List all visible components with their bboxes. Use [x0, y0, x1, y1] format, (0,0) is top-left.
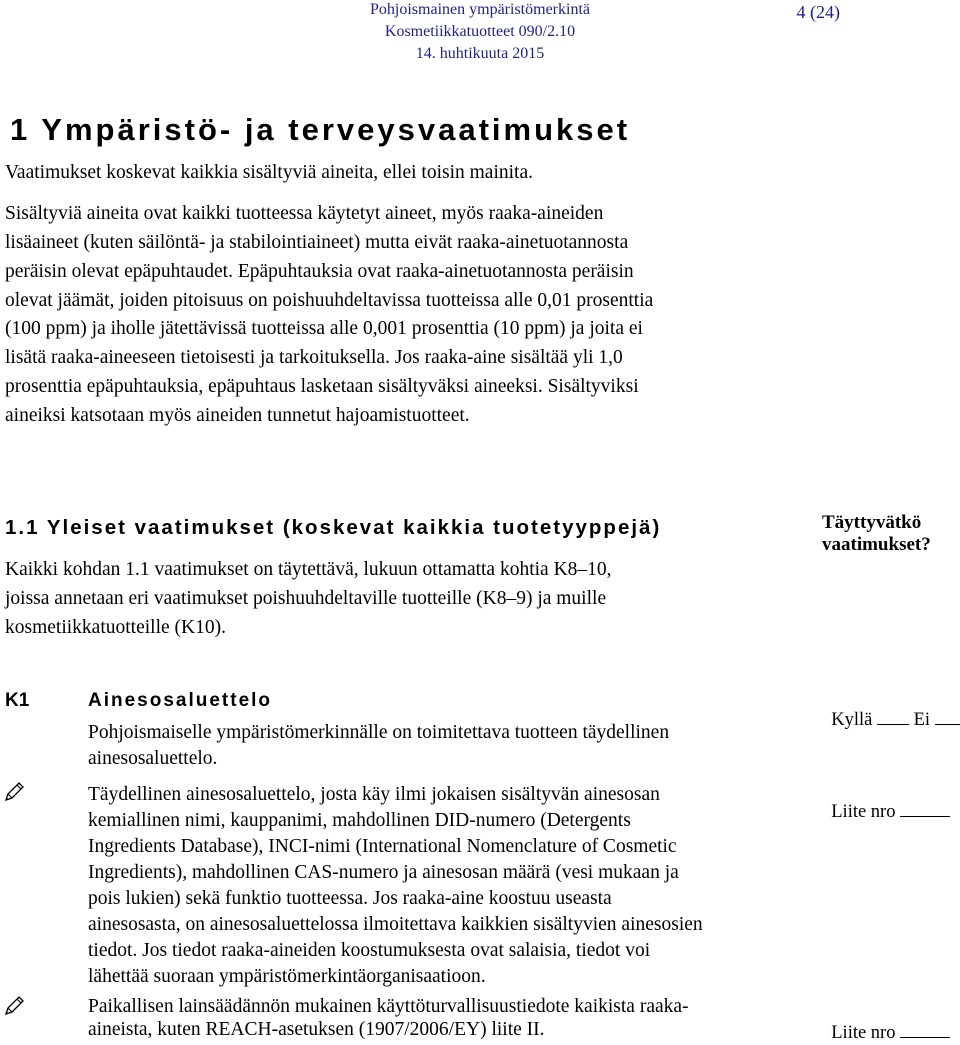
body-line: Kaikki kohdan 1.1 vaatimukset on täytettävä, lukuun ottamatta kohtia K8–10,	[5, 559, 612, 580]
attachment-number-blank[interactable]	[900, 1019, 950, 1038]
requirement-code: K1	[5, 690, 30, 711]
requirement-desc-line: Pohjoismaiselle ympäristömerkinnälle on toimitettava tuotteen täydellinen	[88, 722, 670, 743]
item-line: Ingredients Database), INCI-nimi (International Nomenclature of Cosmetic	[88, 836, 677, 857]
yes-no-field	[822, 685, 960, 731]
body-line: olevat jäämät, joiden pitoisuus on poishuuhdeltavissa tuotteissa alle 0,01 prosenttia	[5, 290, 654, 311]
compliance-question-label	[822, 512, 931, 556]
yes-label: Kyllä	[831, 710, 873, 730]
item-line: pois lukien) sekä funktio tuotteessa. Jos raaka-aine koostuu useasta	[88, 888, 612, 909]
header-document: Kosmetiikkatuotteet 090/2.10	[384, 23, 576, 40]
section-heading: 1 Ympäristö- ja terveysvaatimukset	[10, 112, 631, 147]
body-line: aineiksi katsotaan myös aineiden tunnetut hajoamistuotteet.	[5, 405, 470, 426]
pen-write-icon	[3, 781, 25, 803]
item-line: aineista, kuten REACH-asetuksen (1907/2006/EY) liite II.	[88, 1019, 545, 1040]
no-label: Ei	[913, 710, 931, 730]
body-line: Sisältyviä aineita ovat kaikki tuotteessa käytetyt aineet, myös raaka-aineiden	[5, 203, 604, 224]
compliance-question-line: Täyttyvätkö	[822, 512, 922, 533]
requirement-title: Ainesosaluettelo	[88, 690, 273, 711]
no-answer-blank[interactable]	[935, 706, 960, 725]
attachment-number-blank[interactable]	[900, 798, 950, 817]
body-line: joissa annetaan eri vaatimukset poishuuhdeltaville tuotteille (K8–9) ja muille	[5, 588, 607, 609]
body-line: lisätä raaka-aineeseen tietoisesti ja tarkoituksella. Jos raaka-aine sisältää yli 1,0	[5, 347, 623, 368]
body-line: (100 ppm) ja iholle jätettävissä tuotteissa alle 0,001 prosenttia (10 ppm) ja joita ei	[5, 318, 643, 339]
body-line: peräisin olevat epäpuhtaudet. Epäpuhtauksia ovat raaka-ainetuotannosta peräisin	[5, 261, 634, 282]
body-line: prosenttia epäpuhtauksia, epäpuhtaus lasketaan sisältyväksi aineeksi. Sisältyviksi	[5, 376, 639, 397]
page-number: 4 (24)	[796, 2, 840, 22]
attachment-field	[822, 998, 950, 1044]
attachment-label: Liite nro	[831, 1023, 896, 1043]
header-date: 14. huhtikuuta 2015	[415, 45, 545, 62]
attachment-field	[822, 777, 950, 823]
header-organization: Pohjoismainen ympäristömerkintä	[370, 1, 590, 18]
item-line: Täydellinen ainesosaluettelo, josta käy ilmi jokaisen sisältyvän ainesosan	[88, 784, 660, 805]
requirement-desc-line: ainesosaluettelo.	[88, 748, 218, 769]
body-line: kosmetiikkatuotteille (K10).	[5, 617, 226, 638]
subsection-heading: 1.1 Yleiset vaatimukset (koskevat kaikkia tuotetyyppejä)	[5, 516, 662, 539]
item-line: tiedot. Jos tiedot raaka-aineiden koostumuksesta ovat salaisia, tiedot voi	[88, 940, 651, 961]
item-line: Ingredients), mahdollinen CAS-numero ja ainesosan määrä (vesi mukaan ja	[88, 862, 679, 883]
item-line: lähettää suoraan ympäristömerkintäorganisaatioon.	[88, 966, 486, 987]
yes-answer-blank[interactable]	[877, 706, 909, 725]
item-line: Paikallisen lainsäädännön mukainen käyttöturvallisuustiedote kaikista raaka-	[88, 996, 689, 1017]
section-intro: Vaatimukset koskevat kaikkia sisältyviä aineita, ellei toisin mainita.	[5, 162, 533, 183]
pen-write-icon	[3, 995, 25, 1017]
compliance-question-line: vaatimukset?	[822, 534, 931, 555]
item-line: ainesosasta, on ainesosaluettelossa ilmoitettava kaikkien sisältyvien ainesosien	[88, 914, 703, 935]
item-line: kemiallinen nimi, kauppanimi, mahdollinen DID-numero (Detergents	[88, 810, 631, 831]
attachment-label: Liite nro	[831, 802, 896, 822]
body-line: lisäaineet (kuten säilöntä- ja stabilointiaineet) mutta eivät raaka-ainetuotannosta	[5, 232, 629, 253]
